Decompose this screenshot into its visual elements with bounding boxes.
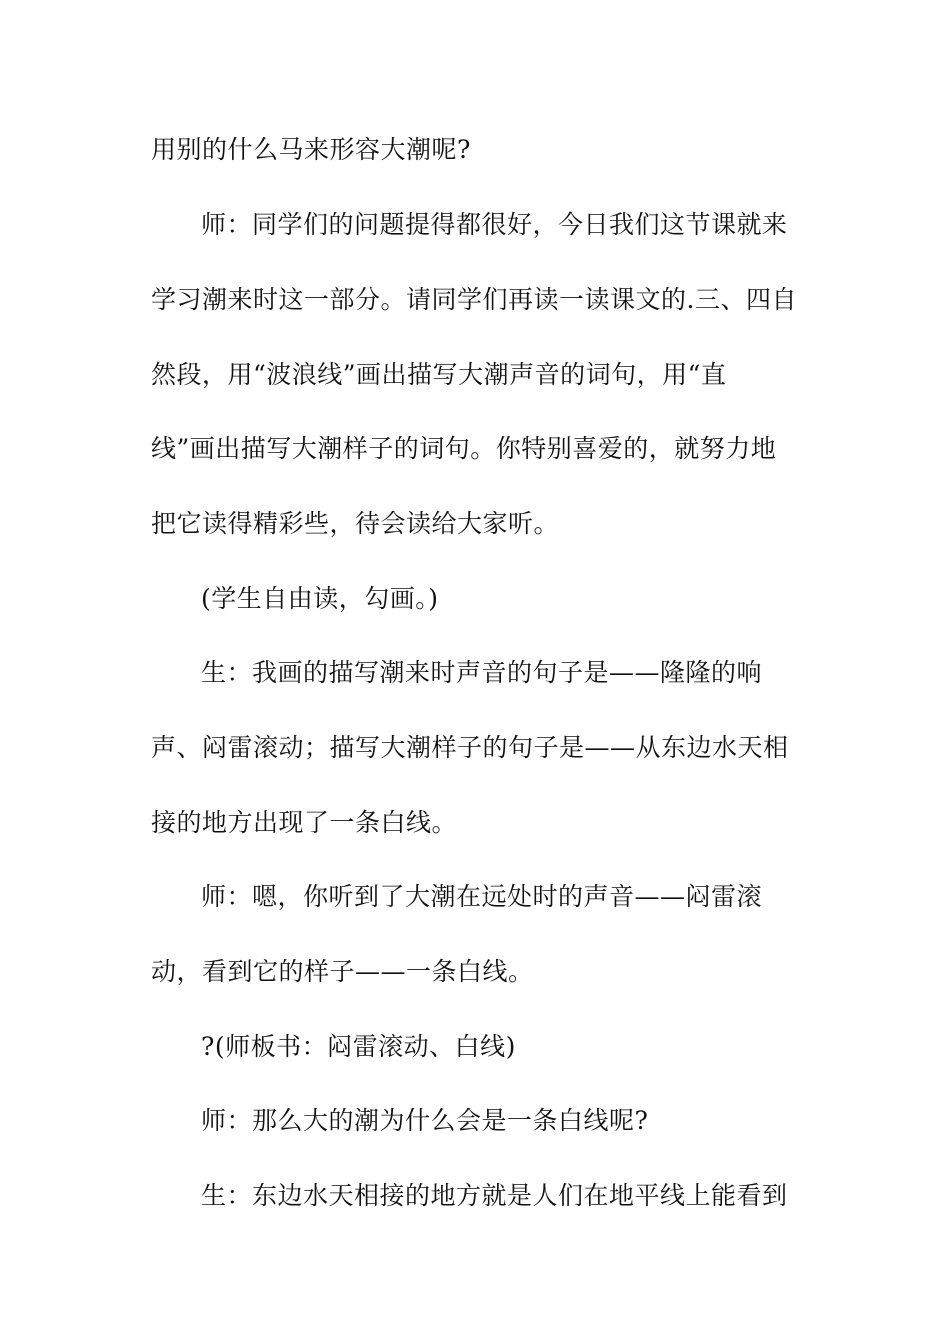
- text-line: (学生自由读，勾画。): [201, 584, 439, 613]
- text-line: ?(师板书：闷雷滚动、白线): [201, 1032, 516, 1061]
- text-line: 师：那么大的潮为什么会是一条白线呢?: [201, 1106, 649, 1135]
- text-line: 接的地方出现了一条白线。: [151, 808, 458, 837]
- text-line: 师：嗯，你听到了大潮在远处时的声音——闷雷滚: [201, 882, 763, 911]
- text-line: 用别的什么马来形容大潮呢?: [151, 135, 471, 164]
- text-line: 声、闷雷滚动；描写大潮样子的句子是——从东边水天相: [151, 733, 789, 762]
- text-line: 把它读得精彩些，待会读给大家听。: [151, 509, 560, 538]
- text-line: 动，看到它的样子——一条白线。: [151, 957, 534, 986]
- text-line: 学习潮来时这一部分。请同学们再读一读课文的.三、四自: [151, 285, 797, 314]
- text-line: 然段，用“波浪线”画出描写大潮声音的词句，用“直: [151, 360, 727, 389]
- text-line: 生：我画的描写潮来时声音的句子是——隆隆的响: [201, 658, 763, 687]
- text-line: 生：东边水天相接的地方就是人们在地平线上能看到: [201, 1181, 788, 1210]
- text-line: 线”画出描写大潮样子的词句。你特别喜爱的，就努力地: [151, 434, 777, 463]
- text-line: 师：同学们的问题提得都很好，今日我们这节课就来: [201, 210, 788, 239]
